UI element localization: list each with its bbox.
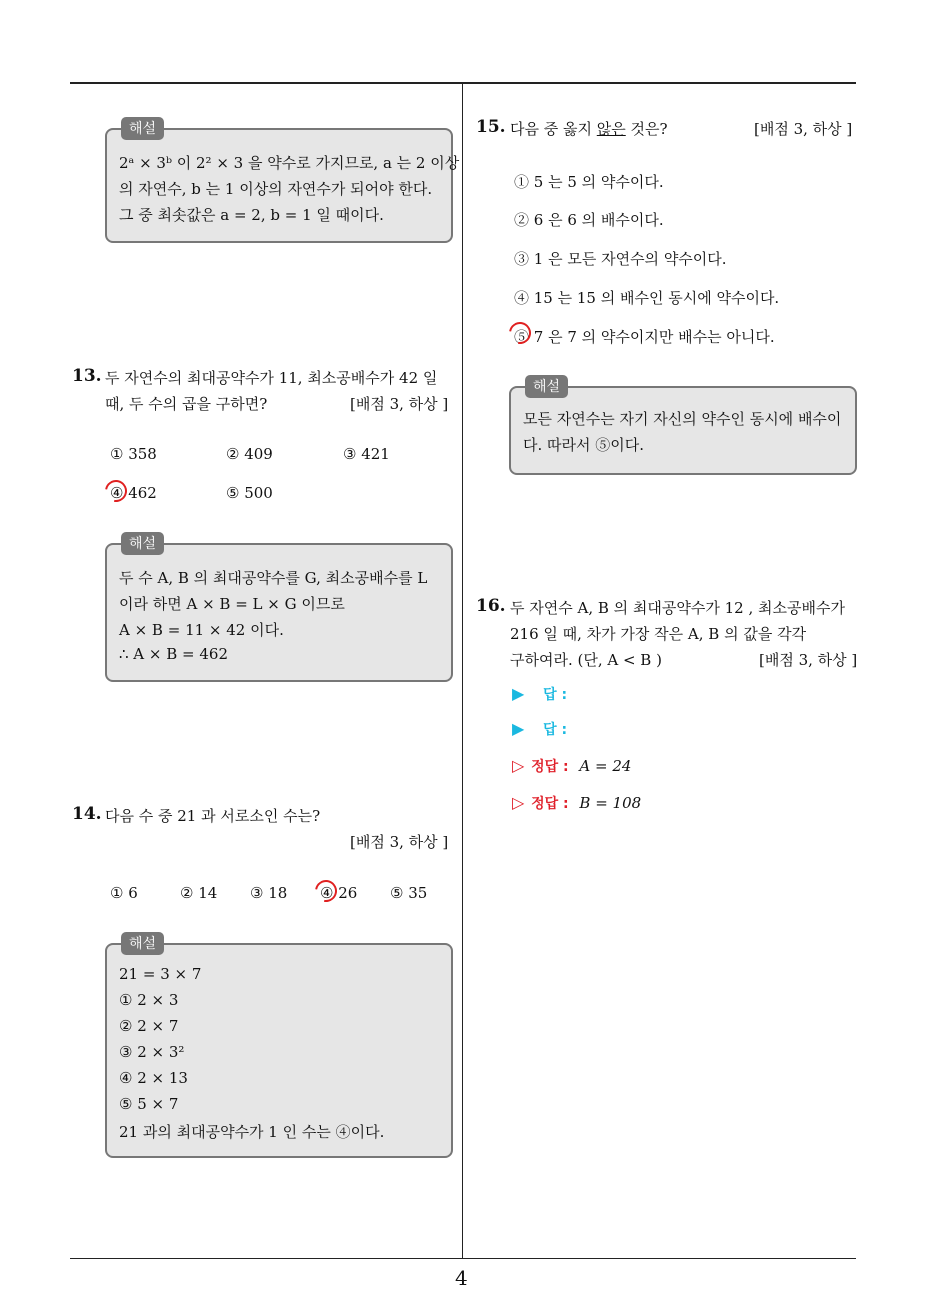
q16-correct-row-2	[512, 793, 641, 813]
page-number: 4	[455, 1266, 468, 1290]
q16-number: 16.	[476, 596, 506, 616]
q13-choice-2[interactable]: ② 409	[226, 445, 273, 463]
q15-text-pre: 다음 중 옳지	[510, 120, 597, 138]
outline-triangle-icon: ▷	[512, 756, 525, 775]
explain-line: 두 수 A, B 의 최대공약수를 G, 최소공배수를 L	[119, 569, 428, 587]
q14-choice-2[interactable]: ② 14	[180, 884, 218, 902]
answer-label: 답 :	[543, 722, 568, 738]
correct-label: 정답 :	[531, 796, 569, 812]
q13-choice-1[interactable]: ① 358	[110, 445, 157, 463]
correct-label: 정답 :	[531, 759, 569, 775]
q14-choice-4[interactable]: ④ 26	[320, 884, 358, 902]
q16-answer-row-2[interactable]	[512, 719, 567, 739]
q15-text-underlined: 않은	[596, 120, 626, 138]
q14-points: [배점 3, 하상 ]	[350, 833, 449, 851]
q15-explain-box	[509, 379, 857, 475]
q14-explain-box	[105, 936, 453, 1158]
q13-text-line1: 두 자연수의 최대공약수가 11, 최소공배수가 42 일	[105, 369, 438, 387]
explain-line: ② 2 × 7	[119, 1017, 179, 1035]
q16-points: [배점 3, 하상 ]	[759, 651, 858, 669]
explain-tag: 해설	[121, 532, 164, 555]
correct-value: A = 24	[579, 757, 632, 775]
q13-number: 13.	[72, 366, 102, 386]
explain-line: 모든 자연수는 자기 자신의 약수인 동시에 배수이	[523, 410, 842, 428]
q14-choice-5[interactable]: ⑤ 35	[390, 884, 428, 902]
explain-line: 이라 하면 A × B = L × G 이므로	[119, 595, 345, 613]
explain-line: ③ 2 × 3²	[119, 1043, 185, 1061]
q15-number: 15.	[476, 117, 506, 137]
q15-choice-3[interactable]: ③ 1 은 모든 자연수의 약수이다.	[514, 250, 727, 268]
outline-triangle-icon: ▷	[512, 793, 525, 812]
explain-line: 21 과의 최대공약수가 1 인 수는 ④이다.	[119, 1123, 385, 1141]
q16-text-line2: 216 일 때, 차가 가장 작은 A, B 의 값을 각각	[510, 625, 807, 643]
q13-text-line2: 때, 두 수의 곱을 구하면?	[105, 395, 268, 413]
top-rule	[70, 82, 856, 84]
q16-answer-row-1[interactable]	[512, 684, 567, 704]
q15-choice-4[interactable]: ④ 15 는 15 의 배수인 동시에 약수이다.	[514, 289, 780, 307]
bottom-rule	[70, 1258, 856, 1259]
explain-line: 의 자연수, b 는 1 이상의 자연수가 되어야 한다.	[119, 180, 433, 198]
q15-points: [배점 3, 하상 ]	[754, 120, 853, 138]
explain-line: ① 2 × 3	[119, 991, 179, 1009]
explain-line: ⑤ 5 × 7	[119, 1095, 179, 1113]
explain-line: 2ᵃ × 3ᵇ 이 2² × 3 을 약수로 가지므로, a 는 2 이상	[119, 154, 460, 172]
q15-text-post: 것은?	[625, 120, 668, 138]
play-arrow-icon: ▶	[512, 684, 525, 703]
explain-line: 21 = 3 × 7	[119, 965, 202, 983]
explain-tag: 해설	[121, 117, 164, 140]
explain-line: ④ 2 × 13	[119, 1069, 188, 1087]
q16-text-line3: 구하여라. (단, A < B )	[510, 651, 662, 669]
correct-value: B = 108	[579, 794, 642, 812]
q15-choice-5[interactable]: ⑤ 7 은 7 의 약수이지만 배수는 아니다.	[514, 328, 775, 346]
explain-tag: 해설	[525, 375, 568, 398]
q12-explain-box	[105, 121, 460, 243]
q16-correct-row-1	[512, 756, 631, 776]
q15-text	[510, 118, 668, 139]
explain-line: 다. 따라서 ⑤이다.	[523, 436, 645, 454]
explain-tag: 해설	[121, 932, 164, 955]
q15-choice-2[interactable]: ② 6 은 6 의 배수이다.	[514, 211, 664, 229]
explain-line: ∴ A × B = 462	[119, 645, 229, 663]
q14-number: 14.	[72, 804, 102, 824]
play-arrow-icon: ▶	[512, 719, 525, 738]
q15-choice-1[interactable]: ① 5 는 5 의 약수이다.	[514, 173, 664, 191]
q13-choice-3[interactable]: ③ 421	[343, 445, 390, 463]
q14-text: 다음 수 중 21 과 서로소인 수는?	[105, 807, 321, 825]
q16-text-line1: 두 자연수 A, B 의 최대공약수가 12 , 최소공배수가	[510, 599, 845, 617]
q14-choice-3[interactable]: ③ 18	[250, 884, 288, 902]
q14-choice-1[interactable]: ① 6	[110, 884, 138, 902]
q13-points: [배점 3, 하상 ]	[350, 395, 449, 413]
column-divider	[462, 84, 463, 1259]
answer-label: 답 :	[543, 687, 568, 703]
q13-choice-5[interactable]: ⑤ 500	[226, 484, 273, 502]
q13-choice-4[interactable]: ④ 462	[110, 484, 157, 502]
explain-line: 그 중 최솟값은 a = 2, b = 1 일 때이다.	[119, 206, 384, 224]
explain-line: A × B = 11 × 42 이다.	[119, 621, 284, 639]
q13-explain-box	[105, 536, 453, 682]
